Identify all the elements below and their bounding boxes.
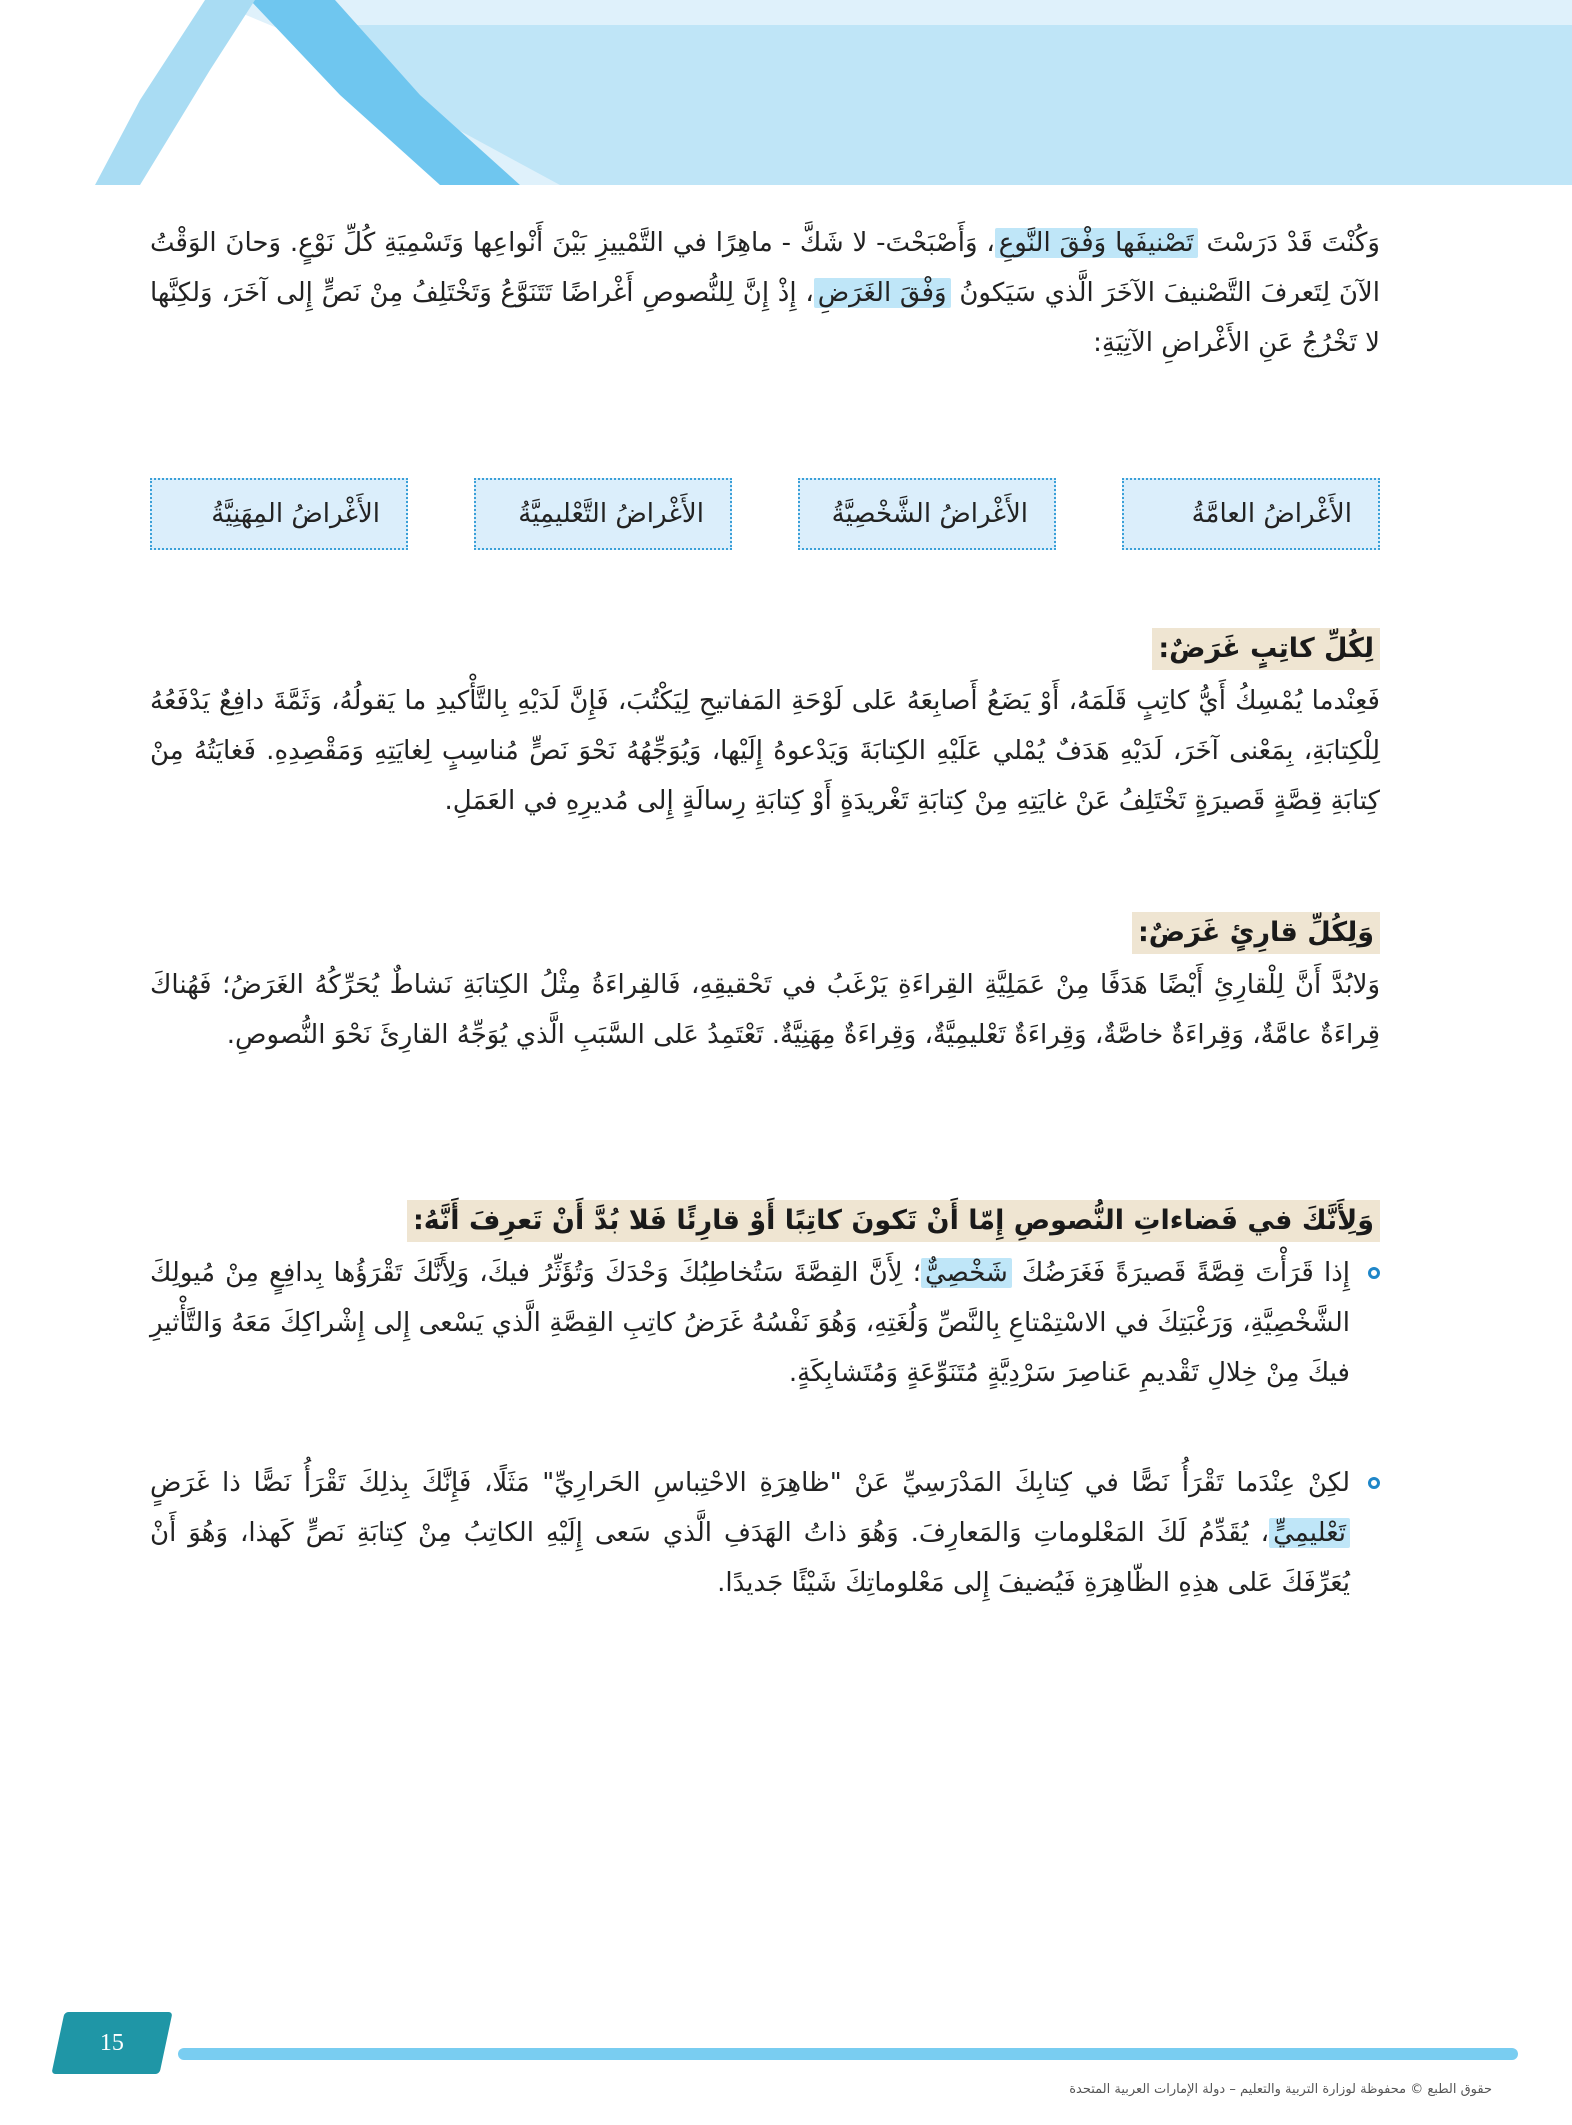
section-reader-text: وَلابُدَّ أَنَّ لِلْقارِئِ أَيْضًا هَدَفًا مِنْ عَمَلِيَّةِ القِراءَةِ يَرْغَبُ في تَحْقيقِهِ، فَالقِراءَةُ مِثْلُ الكِتابَةِ نَشاطٌ يُحَرِّكُهُ الغَرَضُ؛ فَهُناكَ قِراءَةٌ عامَّةٌ، وَقِراءَةٌ خاصَّةٌ، وَقِراءَةٌ تَعْليمِيَّةٌ، وَقِراءَةٌ مِهَنِيَّةٌ. تَعْتَمِدُ عَلى السَّبَبِ الَّذي يُوَجِّهُ القارِئَ نَحْوَ النُّصوصِ. — [150, 970, 1380, 1050]
page-number-badge — [51, 2012, 172, 2074]
section-writer — [150, 628, 1380, 826]
header-decoration — [0, 0, 1572, 185]
intro-text-2: ، وَأَصْبَحْتَ- لا شَكَّ - ماهِرًا في التَّمْييزِ بَيْنَ أَنْواعِها وَتَسْمِيَةِ كُلِّ نَوْعٍ. وَحانَ الوَقْتُ الآنَ لِتَعرفَ التَّصْنيفَ الآخَرَ الَّذي سَيَكونُ — [150, 228, 1380, 308]
intro-text-3: ، إِذْ إِنَّ لِلنُّصوصِ أَغْراضًا تَتَنَوَّعُ وَتَخْتَلِفُ مِنْ نَصٍّ إِلى آخَرَ، وَلكِنَّها لا تَخْرُجُ عَنِ الأَغْراضِ الآتِيَةِ: — [150, 278, 1380, 358]
highlight-type-classification: تَصْنيفَها وَفْقَ النَّوعِ — [995, 228, 1198, 258]
section-reader-title: وَلِكُلِّ قارِئٍ غَرَضٌ: — [1132, 912, 1380, 954]
purpose-professional: الأَغْراضُ المِهَنِيَّةُ — [150, 478, 408, 550]
bullet-educational-text: لكِنْ عِنْدَما تَقْرَأُ نَصًّا في كِتابِكَ المَدْرَسِيِّ عَنْ "ظاهِرَةِ الاحْتِباسِ الحَرارِيِّ" مَثَلًا، فَإِنَّكَ بِذلِكَ تَقْرَأُ نَصًّا ذا غَرَضٍ تَعْليمِيٍّ، يُقَدِّمُ لَكَ المَعْلوماتِ وَالمَعارِفَ. وَهُوَ ذاتُ الهَدَفِ الَّذي سَعى إِلَيْهِ الكاتِبُ مِنْ كِتابَةِ نَصٍّ كَهذا، وَهُوَ أَنْ يُعَرِّفَكَ عَلى هذِهِ الظّاهِرَةِ فَيُضيفَ إِلى مَعْلوماتِكَ شَيْئًا جَديدًا. — [150, 1468, 1350, 1598]
purpose-personal: الأَغْراضُ الشَّخْصِيَّةُ — [798, 478, 1056, 550]
section-writer-text: فَعِنْدما يُمْسِكُ أَيُّ كاتِبٍ قَلَمَهُ، أَوْ يَضَعُ أَصابِعَهُ عَلى لَوْحَةِ المَفاتيحِ لِيَكْتُبَ، فَإِنَّ لَدَيْهِ بِالتَّأْكيدِ ما يَقولُهُ، وَثَمَّةَ دافِعٌ يَدْفَعُهُ لِلْكِتابَةِ، بِمَعْنى آخَرَ، لَدَيْهِ هَدَفٌ يُمْلي عَلَيْهِ الكِتابَةَ وَيَدْعوهُ إِلَيْها، وَيُوَجِّهُهُ نَحْوَ نَصٍّ مُناسِبٍ لِغايَتِهِ وَمَقْصِدِهِ. فَغايَتُهُ مِنْ كِتابَةِ قِصَّةٍ قَصيرَةٍ تَخْتَلِفُ عَنْ غايَتِهِ مِنْ كِتابَةِ تَغْريدَةٍ أَوْ كِتابَةِ رِسالَةٍ إِلى مُديرِهِ في العَمَلِ. — [150, 686, 1380, 816]
highlight-personal: شَخْصِيٌّ — [921, 1258, 1012, 1288]
highlight-educational: تَعْليمِيٍّ — [1269, 1518, 1350, 1548]
copyright-text: حقوق الطبع © محفوظة لوزارة التربية والتعليم – دولة الإمارات العربية المتحدة — [1069, 2082, 1492, 2097]
bullet-personal — [150, 1248, 1380, 1398]
purpose-general: الأَغْراضُ العامَّةُ — [1122, 478, 1380, 550]
footer-line — [178, 2048, 1518, 2060]
intro-text-1: وَكُنْتَ قَدْ دَرَسْتَ — [1197, 228, 1380, 258]
intro-section — [150, 218, 1380, 368]
highlight-purpose-classification: وَفْقَ الغَرَضِ — [814, 278, 951, 308]
bullet-personal-text: إِذا قَرَأْتَ قِصَّةً قَصيرَةً فَغَرَضُكَ شَخْصِيٌّ؛ لِأَنَّ القِصَّةَ سَتُخاطِبُكَ وَحْدَكَ وَتُؤَثِّرُ فيكَ، وَلِأَنَّكَ تَقْرَؤُها بِدافِعٍ مِنْ مُيولِكَ الشَّخْصِيَّةِ، وَرَغْبَتِكَ في الاسْتِمْتاعِ بِالنَّصِّ وَلُغَتِهِ، وَهُوَ نَفْسُهُ غَرَضُ كاتِبِ القِصَّةِ الَّذي يَسْعى إِلى إِشْراكِكَ مَعَهُ وَالتَّأْثيرِ فيكَ مِنْ خِلالِ تَقْديمِ عَناصِرَ سَرْدِيَّةٍ مُتَنَوِّعَةٍ وَمُتَشابِكَةٍ. — [150, 1258, 1350, 1388]
section-reader — [150, 912, 1380, 1060]
bullet-educational — [150, 1458, 1380, 1608]
section-text-spaces-title: وَلِأَنَّكَ في فَضاءاتِ النُّصوصِ إِمّا أَنْ تَكونَ كاتِبًا أَوْ قارِئًا فَلا بُدَّ أَنْ تَعرِفَ أَنَّهُ: — [407, 1200, 1380, 1242]
bullet-circle-icon — [1350, 1458, 1380, 1508]
bullet-circle-icon — [1350, 1248, 1380, 1298]
page-number: 15 — [100, 2029, 124, 2056]
intro-paragraph — [150, 218, 1380, 368]
purpose-educational: الأَغْراضُ التَّعْليمِيَّةُ — [474, 478, 732, 550]
purpose-boxes — [150, 478, 1380, 558]
section-writer-title: لِكُلِّ كاتِبٍ غَرَضٌ: — [1152, 628, 1380, 670]
section-text-spaces — [150, 1200, 1380, 1608]
